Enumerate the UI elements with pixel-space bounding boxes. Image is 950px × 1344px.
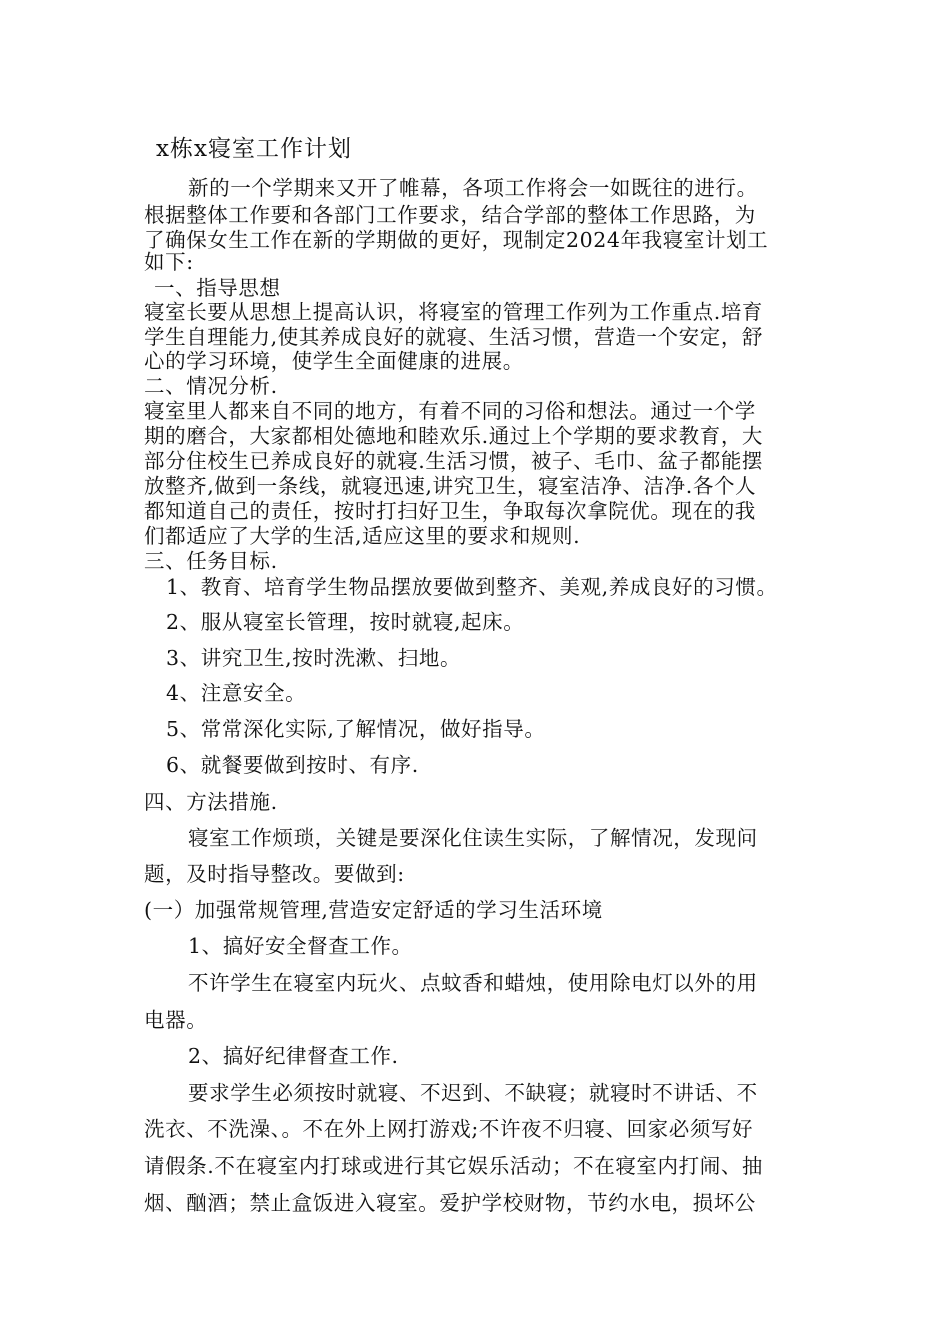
paragraph-line: 寝室工作烦琐，关键是要深化住读生实际，了解情况，发现问	[188, 826, 758, 850]
section-heading: 二、情况分析.	[144, 374, 278, 398]
paragraph-line: 题，及时指导整改。要做到:	[144, 862, 405, 886]
paragraph-line: 部分住校生已养成良好的就寝.生活习惯，被子、毛巾、盆子都能摆	[144, 449, 764, 473]
paragraph-line: 烟、酗酒；禁止盒饭进入寝室。爱护学校财物，节约水电，损坏公	[144, 1191, 756, 1215]
paragraph-line: 请假条.不在寝室内打球或进行其它娱乐活动；不在寝室内打闹、抽	[144, 1154, 764, 1178]
paragraph-line: 不许学生在寝室内玩火、点蚊香和蜡烛，使用除电灯以外的用	[188, 971, 758, 995]
list-item: 4、注意安全。	[166, 681, 307, 705]
list-item: 1、教育、培育学生物品摆放要做到整齐、美观,养成良好的习惯。	[166, 575, 778, 599]
paragraph-line: 都知道自己的责任，按时打扫好卫生，争取每次拿院优。现在的我	[144, 499, 756, 523]
list-item: 2、搞好纪律督查工作.	[188, 1044, 399, 1068]
paragraph-line: 了确保女生工作在新的学期做的更好，现制定2024年我寝室计划工	[144, 228, 769, 252]
section-heading: 一、指导思想	[154, 276, 281, 300]
paragraph-line: 要求学生必须按时就寝、不迟到、不缺寝；就寝时不讲话、不	[188, 1081, 758, 1105]
list-item: 1、搞好安全督查工作。	[188, 934, 413, 958]
list-item: 3、讲究卫生,按时洗漱、扫地。	[166, 646, 462, 670]
paragraph-line: 洗衣、不洗澡、。不在外上网打游戏;不许夜不归寝、回家必须写好	[144, 1117, 754, 1141]
section-heading: 四、方法措施.	[144, 790, 278, 814]
section-heading: 三、任务目标.	[144, 549, 278, 573]
list-item: 5、常常深化实际,了解情况，做好指导。	[166, 717, 546, 741]
paragraph-line: 根据整体工作要和各部门工作要求，结合学部的整体工作思路，为	[144, 203, 756, 227]
document-title: x栋x寝室工作计划	[156, 136, 352, 162]
paragraph-line: 学生自理能力,使其养成良好的就寝、生活习惯，营造一个安定，舒	[144, 325, 764, 349]
paragraph-line: 如下:	[144, 250, 194, 274]
paragraph-line: 电器。	[144, 1008, 208, 1032]
paragraph-line: 们都适应了大学的生活,适应这里的要求和规则.	[144, 524, 581, 548]
list-item: 6、就餐要做到按时、有序.	[166, 753, 419, 777]
paragraph-line: 放整齐,做到一条线，就寝迅速,讲究卫生，寝室洁净、洁净.各个人	[144, 474, 757, 498]
paragraph-line: 寝室长要从思想上提高认识，将寝室的管理工作列为工作重点.培育	[144, 300, 764, 324]
paragraph-line: 期的磨合，大家都相处德地和睦欢乐.通过上个学期的要求教育，大	[144, 424, 764, 448]
paragraph-line: 寝室里人都来自不同的地方，有着不同的习俗和想法。通过一个学	[144, 399, 756, 423]
paragraph-line: 心的学习环境，使学生全面健康的进展。	[144, 349, 524, 373]
list-item: 2、服从寝室长管理，按时就寝,起床。	[166, 610, 525, 634]
paragraph-line: 新的一个学期来又开了帷幕，各项工作将会一如既往的进行。	[188, 176, 758, 200]
subsection-heading: (一）加强常规管理,营造安定舒适的学习生活环境	[144, 898, 603, 922]
